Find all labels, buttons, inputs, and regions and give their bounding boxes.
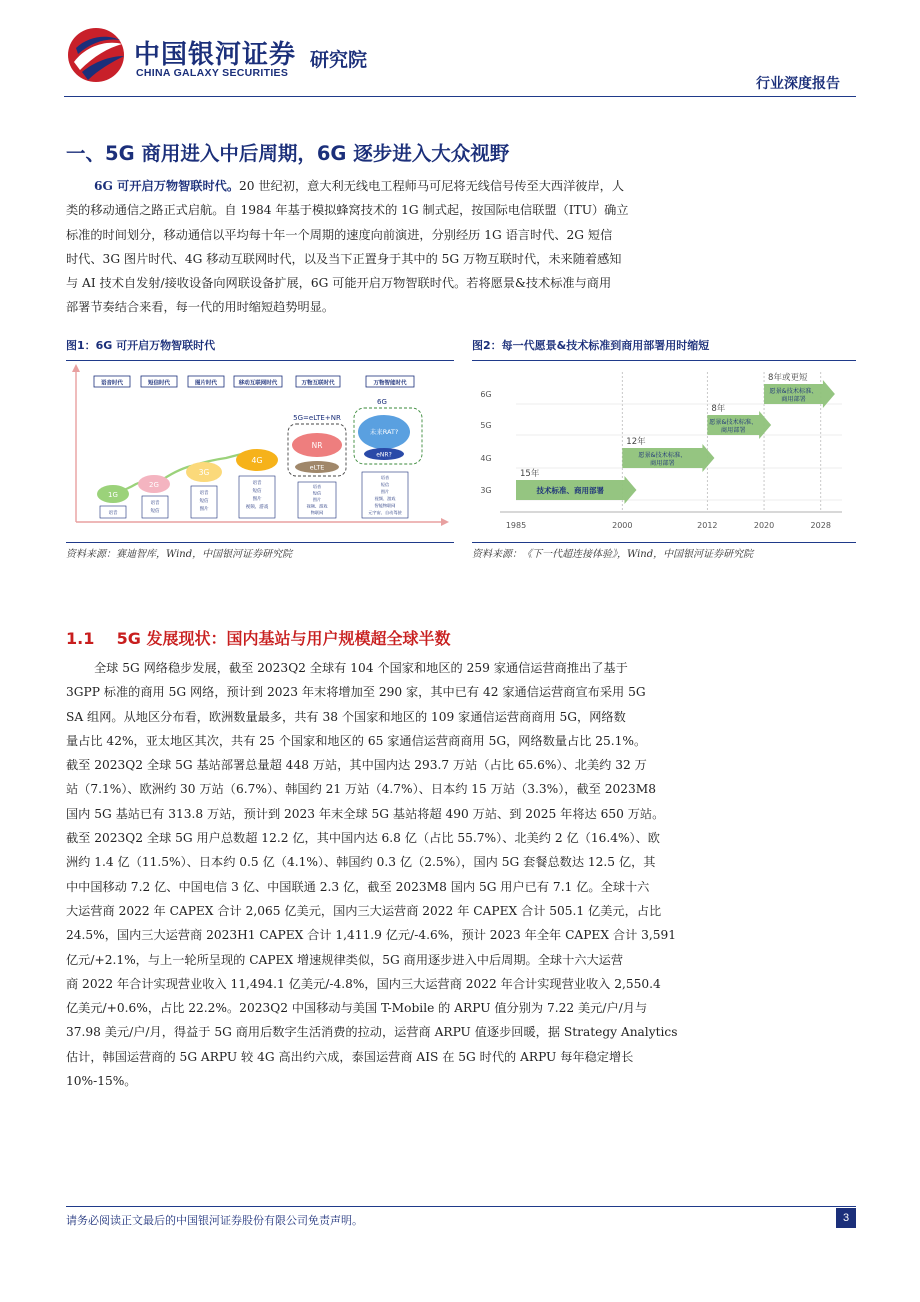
body-line: 全球 5G 网络稳步发展，截至 2023Q2 全球有 104 个国家和地区的 259 家通信运营商推出了基于 <box>94 661 628 675</box>
bar-label: 技术标准、商用部署 <box>536 486 604 495</box>
body-line: 商 2022 年合计实现营业收入 11,494.1 亿美元/-4.8%，国内三大运营商 2022 年合计实现营业收入 2,550.4 <box>66 976 661 991</box>
duration-label: 12年 <box>626 437 646 447</box>
svg-text:语音: 语音 <box>108 511 118 516</box>
svg-text:语音: 语音 <box>199 491 209 496</box>
arrow-head-icon <box>441 518 449 526</box>
gen-enr-label: eNR? <box>376 451 392 459</box>
body-line: 标准的时间划分，移动通信以平均每十年一个周期的速度向前演进，分别经历 1G 语言时代、2G 短信 <box>66 227 613 242</box>
evolution-path <box>112 452 251 494</box>
svg-text:短信: 短信 <box>150 509 160 514</box>
era-voice: 语音时代 <box>100 380 124 387</box>
gen-4g-label: 4G <box>251 456 263 465</box>
svg-text:图片: 图片 <box>252 497 262 502</box>
body-line: 亿美元/+0.6%，占比 22.2%。2023Q2 中国移动与美国 T-Mobile 的 ARPU 值分别为 7.22 美元/户/月与 <box>66 1001 648 1016</box>
body-line: 估计，韩国运营商的 5G ARPU 较 4G 高出约六成，泰国运营商 AIS 在 5G 时代的 ARPU 每年稳定增长 <box>66 1049 634 1064</box>
svg-text:短信: 短信 <box>252 489 262 494</box>
figure2-chart <box>472 362 856 540</box>
galaxy-logo-icon <box>66 26 126 84</box>
body-line: 类的移动通信之路正式启航。自 1984 年基于模拟蜂窝技术的 1G 制式起，按国际电信联盟（ITU）确立 <box>66 203 629 218</box>
gen-1g-label: 1G <box>108 491 118 499</box>
body-line: 大运营商 2022 年 CAPEX 合计 2,065 亿美元，国内三大运营商 2022 年 CAPEX 合计 505.1 亿美元，占比 <box>66 903 662 918</box>
svg-text:语音: 语音 <box>380 475 390 480</box>
figure1-bottom-rule <box>66 542 454 543</box>
figure2-title: 图2：每一代愿景&技术标准到商用部署用时缩短 <box>472 339 710 352</box>
svg-text:短信: 短信 <box>199 499 209 504</box>
svg-text:语音: 语音 <box>312 484 322 489</box>
gen-3g-label: 3G <box>198 468 210 477</box>
gen-nr-label: NR <box>311 441 323 450</box>
x-tick-label: 2012 <box>697 521 718 530</box>
body-line: 24.5%，国内三大运营商 2023H1 CAPEX 合计 1,411.9 亿元/-4.6%，预计 2023 年全年 CAPEX 合计 3,591 <box>66 928 677 943</box>
svg-text:短信: 短信 <box>312 490 322 496</box>
bar-label: 愿景&技术标准、 <box>638 452 687 459</box>
y-category-label: 3G <box>480 486 492 495</box>
duration-label: 8年 <box>711 404 726 414</box>
body-line: 站（7.1%）、欧洲约 30 万站（6.7%）、韩国约 21 万站（4.7%）、日本约 15 万站（3.3%），截至 2023M8 <box>66 782 656 797</box>
svg-text:语音: 语音 <box>150 501 160 506</box>
institute-name: 研究院 <box>310 49 368 71</box>
figure2-bottom-rule <box>472 542 856 543</box>
brand-name-cn: 中国银河证券 <box>134 40 297 70</box>
label-6g: 6G <box>377 398 387 406</box>
body-line: 截至 2023Q2 全球 5G 用户总数超 12.2 亿，其中国内达 6.8 亿（占比 55.7%）、北美约 2 亿（16.4%）、欧 <box>66 831 660 846</box>
section11-body <box>66 656 714 1093</box>
body-line: 国内 5G 基站已有 313.8 万站，预计到 2023 年末全球 5G 基站将超 490 万站、到 2025 年将达 650 万站。 <box>66 806 665 821</box>
x-tick-label: 2020 <box>753 521 775 530</box>
era-iot: 万物互联时代 <box>301 380 335 387</box>
section1-body <box>66 174 712 320</box>
body-line: 量占比 42%，亚太地区其次，共有 25 个国家和地区的 65 家通信运营商商用 5G，网络数量占比 25.1%。 <box>66 733 647 748</box>
svg-text:视频、游戏: 视频、游戏 <box>245 505 269 510</box>
body-line: 与 AI 技术自发射/接收设备向网联设备扩展，6G 可能开启万物智联时代。若将愿景&技术标准与商用 <box>66 276 612 291</box>
subsection-title: 1.1 5G 发展现状：国内基站与用户规模超全球半数 <box>66 629 451 648</box>
lead-sentence: 6G 可开启万物智联时代。 <box>94 179 240 193</box>
svg-text:图片: 图片 <box>312 497 322 502</box>
y-category-label: 4G <box>480 454 492 463</box>
figure2-top-rule <box>472 360 856 361</box>
era-mobile-internet: 移动互联网时代 <box>238 380 278 387</box>
duration-label: 8年或更短 <box>768 373 808 383</box>
bar-label: 愿景&技术标准、 <box>709 419 758 426</box>
body-line: 3GPP 标准的商用 5G 网络，预计到 2023 年末将增加至 290 家，其中已有 42 家通信运营商宣布采用 5G <box>66 685 646 700</box>
y-category-label: 6G <box>480 390 492 399</box>
figure1-diagram <box>66 362 454 540</box>
gen-future-rat-label: 未来RAT? <box>369 428 399 436</box>
footer-disclaimer: 请务必阅读正文最后的中国银河证券股份有限公司免责声明。 <box>66 1214 363 1227</box>
svg-text:视频、游戏: 视频、游戏 <box>306 503 328 509</box>
svg-text:图片: 图片 <box>380 489 390 494</box>
figure1-title: 图1：6G 可开启万物智联时代 <box>66 339 216 352</box>
svg-text:物联网: 物联网 <box>310 510 324 515</box>
svg-text:短信: 短信 <box>380 482 390 487</box>
y-category-label: 5G <box>480 421 492 430</box>
body-line: 截至 2023Q2 全球 5G 基站部署总量超 448 万站，其中国内达 293.7 万站（占比 65.6%）、北美约 32 万 <box>66 758 647 773</box>
body-line: 部署节奏结合来看，每一代的用时缩短趋势明显。 <box>66 300 335 315</box>
page-header <box>0 0 920 100</box>
body-line: 洲约 1.4 亿（11.5%）、日本约 0.5 亿（4.1%）、韩国约 0.3 亿（2.5%），国内 5G 套餐总数达 12.5 亿，其 <box>66 855 656 870</box>
era-picture: 图片时代 <box>194 380 218 387</box>
header-rule <box>64 96 856 97</box>
figure1-source: 资料来源：赛迪智库，Wind，中国银河证券研究院 <box>66 549 293 560</box>
report-type: 行业深度报告 <box>756 76 840 92</box>
figure1-top-rule <box>66 360 454 361</box>
gen-2g-label: 2G <box>149 481 159 489</box>
era-intelligence: 万物智能时代 <box>373 380 407 387</box>
bar-label: 商用部署 <box>649 460 675 467</box>
svg-text:视频、游戏: 视频、游戏 <box>374 496 396 501</box>
body-line: 10%-15%。 <box>66 1074 137 1089</box>
svg-text:图片: 图片 <box>199 507 209 512</box>
svg-text:智能物联网: 智能物联网 <box>374 503 396 508</box>
arrow-head-icon <box>72 364 80 372</box>
bar-label: 商用部署 <box>720 427 746 434</box>
body-line: 亿元/+2.1%，与上一轮所呈现的 CAPEX 增速规律类似，5G 商用逐步进入中后周期。全球十六大运营 <box>66 952 624 967</box>
x-tick-label: 2000 <box>612 521 633 530</box>
body-line: SA 组网。从地区分布看，欧洲数量最多，共有 38 个国家和地区的 109 家通信运营商商用 5G，网络数 <box>66 709 626 724</box>
label-5g-eq: 5G=eLTE+NR <box>293 414 341 422</box>
chart-bars <box>516 372 835 504</box>
body-line: 中中国移动 7.2 亿、中国电信 3 亿、中国联通 2.3 亿，截至 2023M8 国内 5G 用户已有 7.1 亿。全球十六 <box>66 879 650 894</box>
x-tick-label: 1985 <box>505 521 527 530</box>
figure2-source: 资料来源：《下一代超连接体验》，Wind，中国银河证券研究院 <box>472 549 754 560</box>
body-line: 6G 可开启万物智联时代。20 世纪初，意大利无线电工程师马可尼将无线信号传至大西洋彼岸，人 <box>94 179 625 193</box>
svg-text:元宇宙、自动驾驶: 元宇宙、自动驾驶 <box>368 510 402 515</box>
x-tick-label: 2028 <box>810 521 831 530</box>
bar-label: 商用部署 <box>781 396 806 403</box>
duration-label: 15年 <box>520 469 540 479</box>
era-sms: 短信时代 <box>147 380 171 387</box>
era-labels <box>94 376 414 387</box>
body-line: 37.98 美元/户/月，得益于 5G 商用后数字生活消费的拉动，运营商 ARPU 值逐步回暖，据 Strategy Analytics <box>66 1025 678 1040</box>
svg-text:语音: 语音 <box>252 481 262 486</box>
section-title: 一、5G 商用进入中后周期，6G 逐步进入大众视野 <box>66 142 510 165</box>
brand-name-en: CHINA GALAXY SECURITIES <box>136 67 289 79</box>
gen-elte-label: eLTE <box>309 463 325 472</box>
body-line: 时代、3G 图片时代、4G 移动互联网时代，以及当下正置身于其中的 5G 万物互联时代，未来随着感知 <box>66 251 622 266</box>
page-number: 3 <box>836 1208 856 1228</box>
footer-rule <box>66 1206 856 1207</box>
bar-label: 愿景&技术标准、 <box>769 388 818 395</box>
